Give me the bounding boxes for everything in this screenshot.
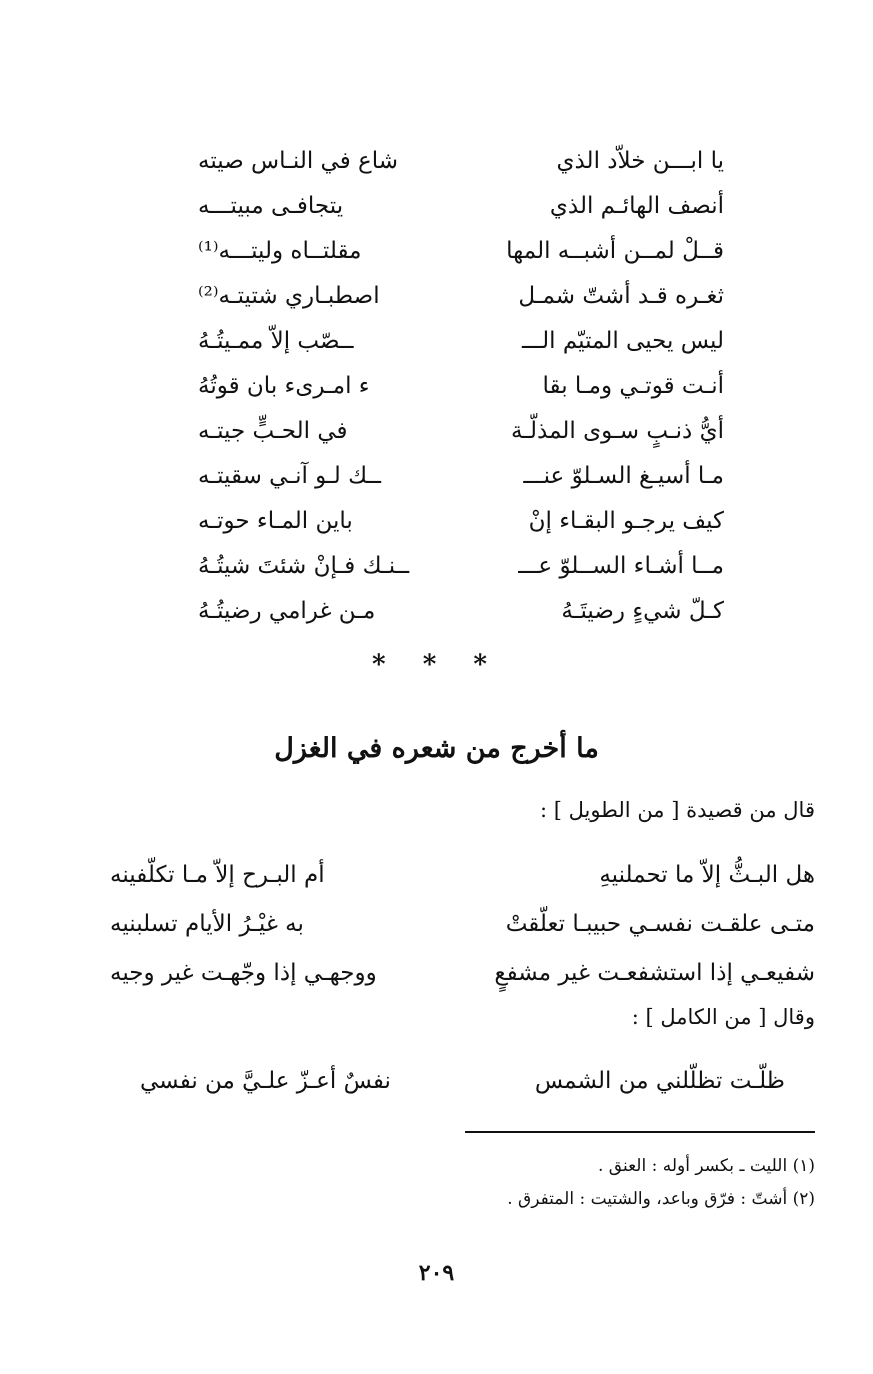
verse-first-hemistich: هل البـثُّ إلاّ ما تحملنيهِ — [599, 861, 815, 888]
verse-second-hemistich: في الحـبٍّ جيتـه — [198, 417, 348, 444]
verse-first-hemistich: أنصف الهائـم الذي — [549, 192, 724, 219]
verse-first-hemistich: مـا أسيـغ السـلوّ عنـــ — [523, 462, 724, 489]
verse-second-hemistich: شاع في النـاس صيته — [198, 147, 399, 174]
section-title: ما أخرج من شعره في الغزل — [274, 733, 599, 764]
poem-verse — [198, 318, 724, 363]
verse-second-hemistich: باين المـاء حوتـه — [198, 507, 353, 534]
verse-second-hemistich: ــنـك فـإنْ شئتَ شيتُـهُ — [198, 552, 410, 579]
verse-first-hemistich: أنـت قوتـي ومـا بقا — [542, 372, 724, 399]
poem-verse — [198, 363, 724, 408]
verse-first-hemistich: كـلّ شيءٍ رضيتَـهُ — [561, 597, 724, 624]
verse-second-hemistich: أم البـرح إلاّ مـا تكلّفينه — [110, 861, 325, 888]
verse-first-hemistich: مــا أشـاء الســلوّ عـــ — [518, 552, 724, 579]
poem-khallad — [198, 138, 724, 633]
poem-verse — [110, 948, 815, 997]
verse-second-hemistich: ووجهـي إذا وجّهـت غير وجيه — [110, 959, 377, 986]
verse-second-hemistich: ــصّب إلاّ ممـيتُـهُ — [198, 327, 354, 354]
footnote-divider — [465, 1131, 815, 1133]
poem-verse — [110, 850, 815, 899]
verse-first-hemistich: متـى علقـت نفسـي حبيبـا تعلّقتْ — [505, 910, 815, 937]
verse-first-hemistich: ظلّـت تظلّلني من الشمس — [534, 1068, 785, 1094]
section-separator: * * * — [372, 650, 501, 680]
poem-verse — [198, 543, 724, 588]
poem-verse — [198, 138, 724, 183]
poem-verse — [198, 183, 724, 228]
poem-verse — [198, 498, 724, 543]
verse-second-hemistich: مـن غرامي رضيتُـهُ — [198, 597, 376, 624]
poem-verse — [198, 228, 724, 273]
verse-first-hemistich: قــلْ لمــن أشبــه المها — [506, 237, 724, 264]
poem-verse — [198, 453, 724, 498]
poem-verse — [198, 408, 724, 453]
verse-first-hemistich: ليس يحيى المتيّم الـــ — [521, 327, 724, 354]
verse-second-hemistich: نفسٌ أعـزّ علـيَّ من نفسي — [140, 1068, 391, 1094]
verse-second-hemistich: به غيْـرُ الأيام تسلبنيه — [110, 910, 304, 937]
poem-intro-kamil: وقال [ من الكامل ] : — [631, 1005, 815, 1029]
page-number: ٢٠٩ — [418, 1260, 455, 1286]
verse-second-hemistich: ــك لـو آنـي سقيتـه — [198, 462, 381, 489]
poem-verse — [110, 899, 815, 948]
verse-first-hemistich: شفيعـي إذا استشفعـت غير مشفعٍ — [494, 959, 815, 986]
poem-verse — [198, 273, 724, 318]
footnotes — [507, 1150, 815, 1216]
verse-second-hemistich: مقلتــاه وليتـــه⁽¹⁾ — [198, 237, 362, 264]
verse-first-hemistich: يا ابـــن خلاّد الذي — [556, 147, 724, 174]
footnote: (١) الليت ـ بكسر أوله : العنق . — [597, 1156, 815, 1176]
verse-second-hemistich: يتجافـى مبيتـــه — [198, 192, 344, 219]
verse-first-hemistich: ثغـره قـد أشتّ شمـل — [518, 282, 724, 309]
verse-first-hemistich: كيف يرجـو البقـاء إنْ — [528, 507, 724, 534]
verse-second-hemistich: ء امـرىء بان قوتُهُ — [198, 372, 370, 399]
verse-second-hemistich: اصطبـاري شتيتـه⁽²⁾ — [198, 282, 380, 309]
footnote: (٢) أشتّ : فرّق وباعد، والشتيت : المتفرق . — [507, 1189, 815, 1209]
poem-intro-tawil: قال من قصيدة [ من الطويل ] : — [539, 798, 815, 822]
poem-verse-kamil — [140, 1058, 785, 1104]
verse-first-hemistich: أيُّ ذنـبٍ سـوى المذلّـة — [510, 417, 724, 444]
poem-verse — [198, 588, 724, 633]
poem-tawil — [110, 850, 815, 997]
